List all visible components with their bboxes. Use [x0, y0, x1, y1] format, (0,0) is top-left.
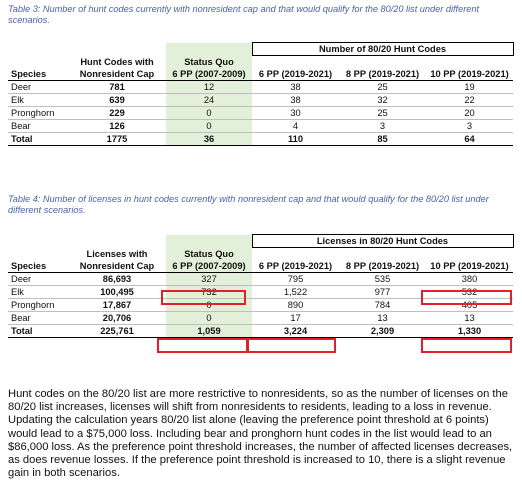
table-cell: 1775: [68, 133, 166, 146]
table-cell: Pronghorn: [8, 299, 68, 312]
table-cell: 784: [339, 299, 426, 312]
table3-col-8pp: 8 PP (2019-2021): [339, 68, 426, 81]
table-cell: 1,059: [166, 325, 252, 338]
table4-caption: Table 4: Number of licenses in hunt codes currently with nonresident cap and that would qualify for the 80/20 list under different scenarios.: [8, 194, 489, 215]
highlight-box-10pp-elk: [421, 290, 512, 305]
table-cell: 30: [252, 107, 339, 120]
table3: [8, 42, 514, 146]
table-cell: 20,706: [68, 312, 166, 325]
table-total-row: [8, 133, 513, 146]
table-cell: 1,330: [426, 325, 513, 338]
table-cell: 0: [166, 107, 252, 120]
table3-col-10pp: 10 PP (2019-2021): [426, 68, 513, 81]
table-cell: 24: [166, 94, 252, 107]
table-cell: 639: [68, 94, 166, 107]
table-cell: 20: [426, 107, 513, 120]
table4: [8, 234, 514, 338]
table-cell: 22: [426, 94, 513, 107]
table-cell: 535: [339, 273, 426, 286]
table-cell: Total: [8, 133, 68, 146]
table4-col-8pp: 8 PP (2019-2021): [339, 260, 426, 273]
table-row: [8, 273, 513, 286]
table-cell: 85: [339, 133, 426, 146]
table-cell: 64: [426, 133, 513, 146]
table-cell: 25: [339, 81, 426, 94]
table-cell: 229: [68, 107, 166, 120]
table-cell: 0: [166, 299, 252, 312]
table-cell: 3,224: [252, 325, 339, 338]
table-cell: 732: [166, 286, 252, 299]
table4-group-header: Licenses in 80/20 Hunt Codes: [252, 235, 513, 248]
highlight-box-10pp-total: [421, 338, 512, 353]
table-cell: 781: [68, 81, 166, 94]
table-cell: 38: [252, 94, 339, 107]
table-cell: Elk: [8, 286, 68, 299]
table-cell: Pronghorn: [8, 107, 68, 120]
table-cell: 977: [339, 286, 426, 299]
table-cell: 890: [252, 299, 339, 312]
table3-col-6pp: 6 PP (2019-2021): [252, 68, 339, 81]
table-cell: Bear: [8, 120, 68, 133]
table-cell: Elk: [8, 94, 68, 107]
table3-col-cap-2: Nonresident Cap: [68, 68, 166, 81]
body-paragraph: Hunt codes on the 80/20 list are more restrictive to nonresidents, so as the number of licenses on the 80/20 list increases, licenses will shift from nonresidents to residents, leading to a loss in revenue. Updating the calculation years 80/20 list alone (leaving the preference point threshold at 6 points) would lead to a $75,000 loss. Including bear and pronghorn hunt codes in the list would lead to an $86,000 loss. As the preference point threshold increases, the number of affected licenses decreases, as does revenue losses. If the preference point threshold is increased to 10, there is a slight revenue gain in both scenarios.: [8, 388, 513, 480]
table-cell: 0: [166, 120, 252, 133]
table-cell: 795: [252, 273, 339, 286]
table-row: [8, 312, 513, 325]
table-cell: 100,495: [68, 286, 166, 299]
table-cell: 532: [426, 286, 513, 299]
table-row: [8, 81, 513, 94]
table3-col-cap: Hunt Codes with: [80, 56, 154, 67]
table-cell: 380: [426, 273, 513, 286]
table-row: [8, 107, 513, 120]
table-cell: 126: [68, 120, 166, 133]
table-cell: 38: [252, 81, 339, 94]
table-total-row: [8, 325, 513, 338]
table4-col-species: Species: [8, 260, 68, 273]
highlight-box-status-quo-elk: [161, 290, 246, 305]
table-cell: 25: [339, 107, 426, 120]
table-cell: 405: [426, 299, 513, 312]
table-cell: 12: [166, 81, 252, 94]
table3-caption: Table 3: Number of hunt codes currently with nonresident cap and that would qualify for the 80/20 list under different scenarios.: [8, 4, 480, 25]
table-cell: Bear: [8, 312, 68, 325]
table-cell: Deer: [8, 273, 68, 286]
table-cell: 17,867: [68, 299, 166, 312]
table4-col-6pp: 6 PP (2019-2021): [252, 260, 339, 273]
highlight-box-status-quo-total: [157, 338, 248, 353]
table-cell: 327: [166, 273, 252, 286]
table4-col-sq: Status Quo: [166, 248, 252, 261]
highlight-box-6pp-total: [247, 338, 336, 353]
table4-col-cap-2: Nonresident Cap: [68, 260, 166, 273]
table3-col-sq: Status Quo: [166, 56, 252, 69]
table-cell: 32: [339, 94, 426, 107]
table-cell: 17: [252, 312, 339, 325]
table-cell: 1,522: [252, 286, 339, 299]
table4-col-sq-2: 6 PP (2007-2009): [166, 260, 252, 273]
table-cell: Total: [8, 325, 68, 338]
table3-group-header: Number of 80/20 Hunt Codes: [252, 43, 513, 56]
table-cell: 0: [166, 312, 252, 325]
table-cell: 225,761: [68, 325, 166, 338]
table-cell: 13: [426, 312, 513, 325]
table-cell: 3: [339, 120, 426, 133]
table-cell: 4: [252, 120, 339, 133]
table-cell: Deer: [8, 81, 68, 94]
table-cell: 36: [166, 133, 252, 146]
table-cell: 2,309: [339, 325, 426, 338]
table3-col-species: Species: [8, 68, 68, 81]
table4-col-cap: Licenses with: [86, 248, 148, 259]
table-cell: 86,693: [68, 273, 166, 286]
table-cell: 13: [339, 312, 426, 325]
table-cell: 3: [426, 120, 513, 133]
table-row: [8, 94, 513, 107]
table3-col-sq-2: 6 PP (2007-2009): [166, 68, 252, 81]
table-row: [8, 120, 513, 133]
table4-col-10pp: 10 PP (2019-2021): [426, 260, 513, 273]
table-cell: 19: [426, 81, 513, 94]
table-cell: 110: [252, 133, 339, 146]
